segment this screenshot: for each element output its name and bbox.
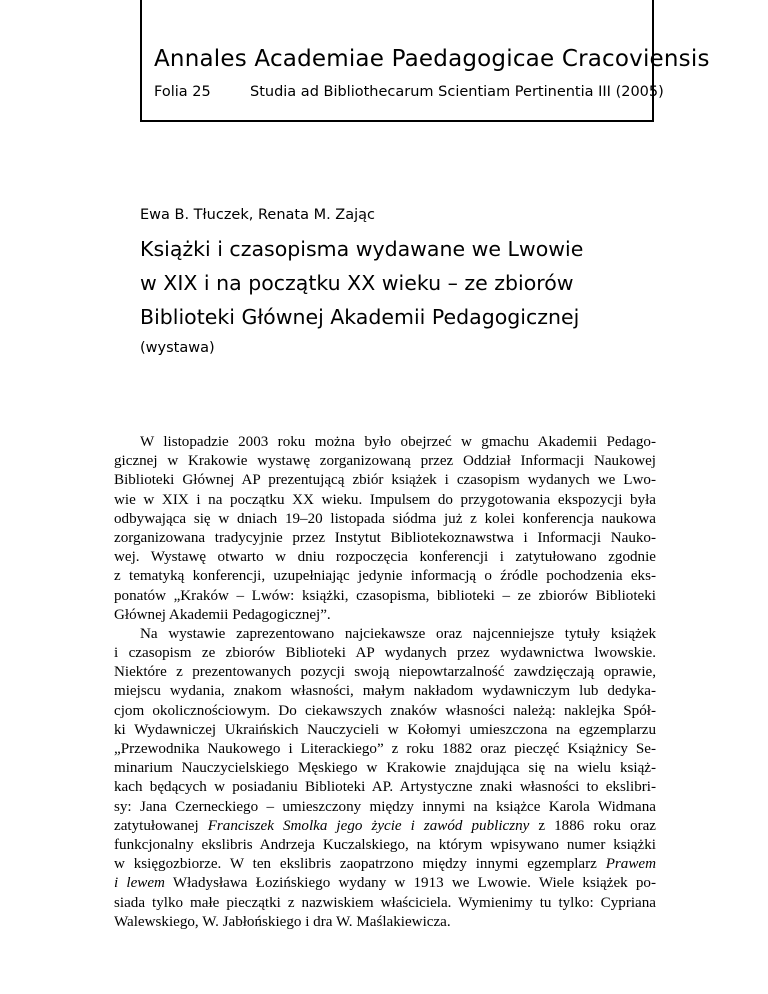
- body-line: gicznej w Krakowie wystawę zorganizowaną przez Oddział Informacji Naukowej: [114, 453, 656, 470]
- body-line: Na wystawie zaprezentowano najciekawsze oraz najcenniejsze tytuły książek: [140, 625, 656, 642]
- book-title-italic: i lewem: [114, 875, 165, 892]
- body-line: W listopadzie 2003 roku można było obejrzeć w gmachu Akademii Pedago-: [140, 434, 656, 450]
- body-line: cjom okolicznościowym. Do ciekawszych znaków własności należą: naklejka Spół-: [114, 702, 656, 719]
- article-body: [114, 433, 656, 932]
- article-subtitle: (wystawa): [140, 340, 215, 356]
- body-line: funkcjonalny ekslibris Andrzeja Kuczalskiego, na którym wpisywano numer książki: [114, 836, 656, 853]
- folio-label: Folia 25: [154, 84, 211, 100]
- text-run: z 1886 roku oraz: [529, 817, 657, 834]
- book-title-italic: Franciszek Smolka jego życie i zawód publiczny: [207, 817, 530, 834]
- text-run: w księgozbiorze. W ten ekslibris zaopatrzono między innymi egzemplarz: [114, 856, 606, 873]
- body-line: Głównej Akademii Pedagogicznej”.: [114, 606, 331, 623]
- body-line: Niektóre z prezentowanych pozycji swoją niepowtarzalność zawdzięczają oprawie,: [114, 664, 656, 681]
- article-title-line: w XIX i na początku XX wieku – ze zbiorów: [140, 271, 574, 295]
- body-line: siada tylko małe pieczątki z nazwiskiem właściciela. Wymienimy tu tylko: Cypriana: [114, 894, 656, 911]
- body-line: ponatów „Kraków – Lwów: książki, czasopisma, biblioteki – ze zbiorów Biblioteki: [114, 587, 656, 604]
- series-label: Studia ad Bibliothecarum Scientiam Pertinentia III (2005): [250, 84, 664, 100]
- body-line: sy: Jana Czerneckiego – umieszczony między innymi na książce Karola Widmana: [114, 798, 656, 815]
- text-run: zatytułowanej: [114, 817, 208, 834]
- body-line: z tematyką konferencji, uzupełniając jedynie informacją o źródle pochodzenia eks-: [114, 568, 656, 585]
- body-line: kach będących w posiadaniu Biblioteki AP. Artystyczne znaki własności to ekslibri-: [114, 779, 656, 796]
- body-line: [114, 874, 656, 893]
- body-line: ki Wydawniczej Ukraińskich Nauczycieli w Kołomyi umieszczona na egzemplarzu: [114, 721, 656, 738]
- body-line: minarium Nauczycielskiego Męskiego w Krakowie znajdująca się na wielu książ-: [114, 760, 656, 777]
- journal-title: Annales Academiae Paedagogicae Cracoviensis: [154, 46, 710, 72]
- body-line: wie w XIX i na początku XX wieku. Impulsem do przygotowania ekspozycji była: [114, 491, 656, 508]
- body-line: [114, 817, 656, 836]
- article-title: [140, 232, 680, 334]
- body-line: „Przewodnika Naukowego i Literackiego” z roku 1882 oraz pieczęć Książnicy Se-: [114, 741, 656, 757]
- body-line: zorganizowana tradycyjnie przez Instytut Bibliotekoznawstwa i Informacji Nauko-: [114, 529, 656, 546]
- article-title-line: Biblioteki Głównej Akademii Pedagogicznej: [140, 305, 580, 329]
- book-title-italic: Prawem: [605, 856, 656, 873]
- article-title-line: Książki i czasopisma wydawane we Lwowie: [140, 237, 584, 261]
- text-run: Władysława Łozińskiego wydany w 1913 we Lwowie. Wiele książek po-: [164, 875, 657, 892]
- body-line: Walewskiego, W. Jabłońskiego i dra W. Maślakiewicza.: [114, 913, 451, 930]
- article-authors: Ewa B. Tłuczek, Renata M. Zając: [140, 207, 376, 223]
- body-line: miejscu wydania, znakom własności, małym nakładom wydawniczym lub dedyka-: [114, 683, 656, 700]
- body-line: i czasopism ze zbiorów Biblioteki AP wydanych przez wydawnictwa lwowskie.: [114, 645, 656, 662]
- body-line: odbywająca się w dniach 19–20 listopada siódma już z kolei konferencja naukowa: [114, 510, 656, 527]
- body-line: Biblioteki Głównej AP prezentującą zbiór książek i czasopism wydanych we Lwo-: [114, 472, 656, 489]
- journal-header-box: [140, 0, 710, 122]
- body-line: [114, 855, 656, 874]
- body-line: wej. Wystawę otwarto w dniu rozpoczęcia konferencji i zatytułowano zgodnie: [114, 549, 656, 566]
